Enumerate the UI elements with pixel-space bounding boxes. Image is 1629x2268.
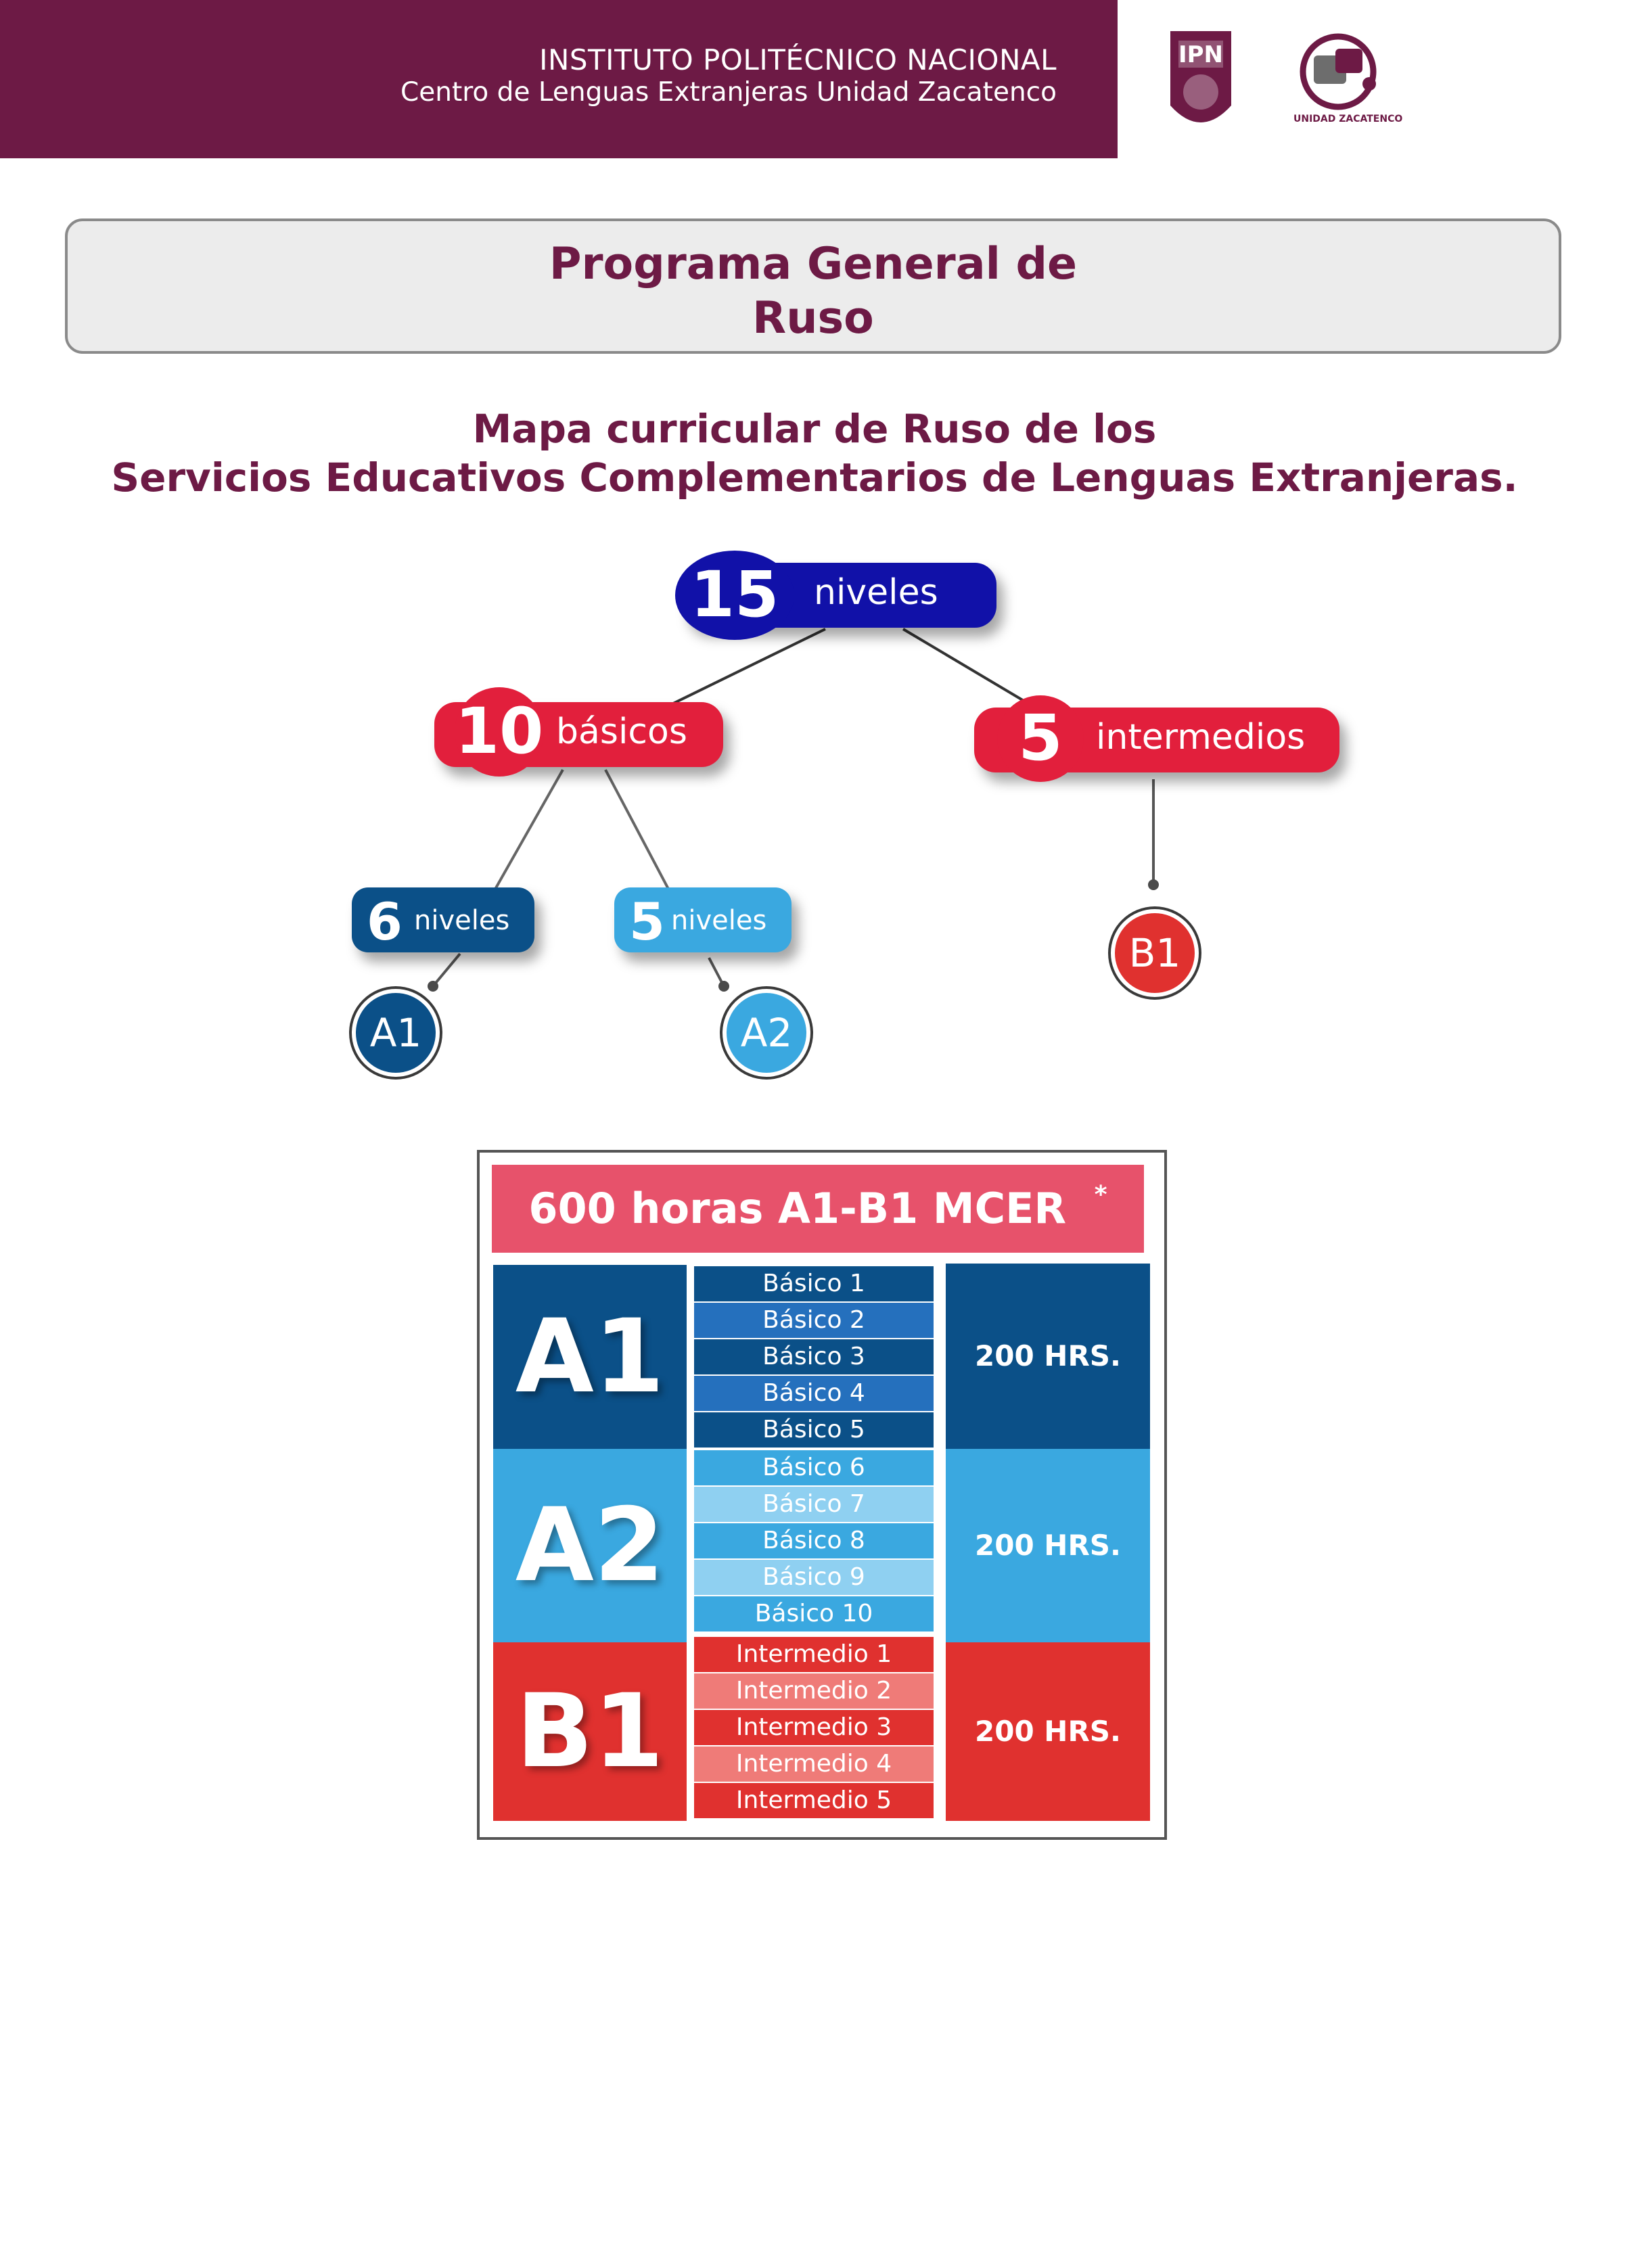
intermediate-levels-label: intermedios [1096, 717, 1306, 758]
ipn-logo-text: IPN [1178, 41, 1224, 68]
node-a2: A2 [722, 989, 810, 1077]
hours-cell-a2: 200 HRS. [946, 1449, 1150, 1642]
course-row: Básico 1 [694, 1266, 934, 1301]
intermediate-levels-pill [974, 701, 1339, 775]
title-line-1: Programa General de [549, 239, 1078, 290]
cenlex-logo-caption: UNIDAD ZACATENCO [1293, 114, 1403, 124]
course-row: Intermedio 3 [694, 1710, 934, 1745]
total-levels-pill [682, 558, 996, 632]
basic-levels-label: básicos [556, 712, 687, 752]
a1-levels-pill [352, 887, 534, 952]
basic-levels-pill [434, 695, 723, 768]
level-cell-a1: A1 [493, 1265, 687, 1449]
total-levels-label: niveles [814, 572, 938, 613]
hours-table-asterisk: * [1094, 1181, 1107, 1209]
a2-levels-label: niveles [671, 905, 767, 936]
course-row: Intermedio 1 [694, 1637, 934, 1672]
hours-cell-a1: 200 HRS. [946, 1264, 1150, 1449]
level-cell-b1: B1 [493, 1642, 687, 1821]
course-row: Intermedio 2 [694, 1673, 934, 1709]
course-row: Básico 3 [694, 1339, 934, 1374]
course-row: Básico 8 [694, 1523, 934, 1558]
center-name: Centro de Lenguas Extranjeras Unidad Zacatenco [400, 77, 1057, 108]
a2-connector-dot [718, 981, 729, 992]
a1-levels-label: niveles [414, 905, 510, 936]
course-row: Básico 10 [694, 1596, 934, 1631]
a2-levels-pill [614, 887, 791, 952]
node-b1: B1 [1111, 909, 1199, 997]
a1-levels-number: 6 [367, 892, 403, 952]
hours-table-title: 600 horas A1-B1 MCER [528, 1184, 1067, 1233]
b1-connector-dot [1148, 879, 1159, 890]
a1-connector-dot [428, 981, 438, 992]
course-row: Básico 7 [694, 1487, 934, 1522]
course-row: Intermedio 5 [694, 1783, 934, 1818]
course-row: Básico 6 [694, 1450, 934, 1485]
a2-levels-number: 5 [629, 892, 665, 952]
level-cell-a2: A2 [493, 1449, 687, 1642]
subtitle-line-2: Servicios Educativos Complementarios de Lenguas Extranjeras. [111, 455, 1518, 501]
course-row: Intermedio 4 [694, 1746, 934, 1782]
hours-table-header [492, 1165, 1144, 1253]
course-row: Básico 5 [694, 1412, 934, 1448]
course-row: Básico 2 [694, 1303, 934, 1338]
subtitle-line-1: Mapa curricular de Ruso de los [472, 406, 1157, 452]
hours-cell-b1: 200 HRS. [946, 1642, 1150, 1821]
title-line-2: Ruso [752, 293, 874, 344]
total-levels-number: 15 [675, 551, 794, 640]
basic-levels-number: 10 [455, 687, 544, 777]
intermediate-levels-number: 5 [997, 695, 1084, 782]
institution-name: INSTITUTO POLITÉCNICO NACIONAL [539, 43, 1057, 76]
course-row: Básico 4 [694, 1376, 934, 1411]
course-row: Básico 9 [694, 1560, 934, 1595]
node-a1: A1 [352, 989, 440, 1077]
